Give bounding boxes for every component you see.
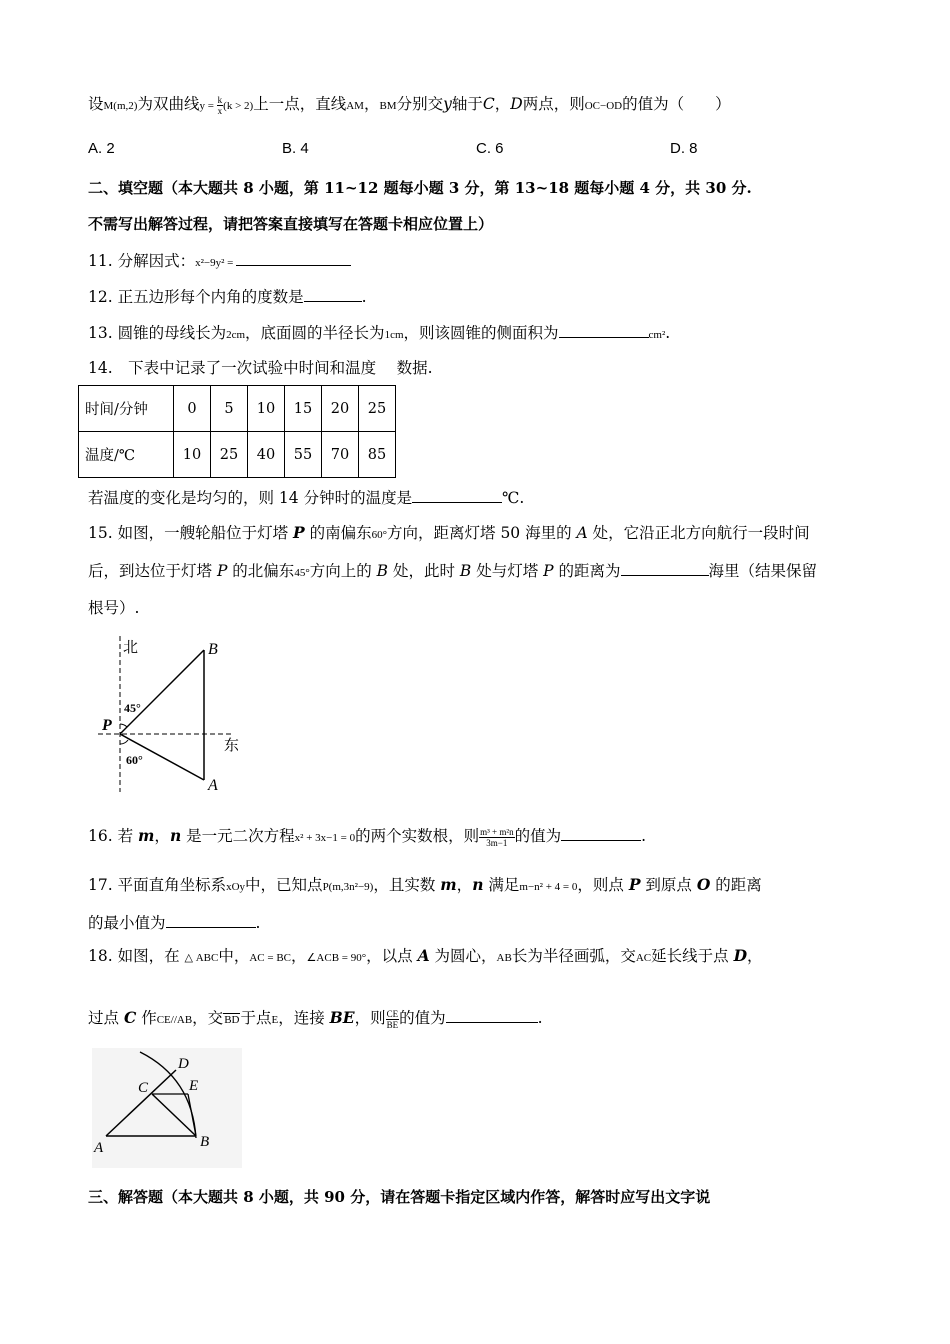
section2-heading-line1: 二、填空题（本大题共 8 小题，第 11~12 题每小题 3 分，第 13~18 题每小题 4 分，共 30 分. (88, 179, 752, 197)
answer-blank[interactable] (412, 488, 502, 503)
label-c: C (138, 1080, 149, 1096)
q10-stem: 设M(m,2)为双曲线y = $\frac{k}{x}$ (k > 2)上一点，直线AM，BM分别交y轴于C，D两点，则OC−OD的值为（ ） (88, 94, 731, 116)
label-b: B (200, 1134, 210, 1150)
table-cell: 0 (174, 386, 211, 432)
expr-oc-od: OC−OD (584, 100, 623, 112)
q17-line1: 17. 平面直角坐标系xOy中，已知点P(m,3n²−9)，且实数 m，n 满足m−n² + 4 = 0，则点 P 到原点 O 的距离 (88, 875, 762, 894)
table-header-time: 时间/分钟 (79, 386, 174, 432)
q18-fraction: $\frac{CE}{BE}$ (386, 1008, 399, 1030)
angle-45-arc (120, 724, 127, 727)
table-cell: 15 (285, 386, 322, 432)
q17-line2: 的最小值为 . (88, 914, 261, 932)
answer-blank[interactable] (559, 323, 649, 338)
table-cell: 70 (322, 432, 359, 478)
answer-blank[interactable] (166, 913, 256, 928)
label-a: A (94, 1140, 104, 1156)
table-cell: 10 (174, 432, 211, 478)
option-d: D. 8 (670, 140, 698, 157)
q16: 16. 若 m，n 是一元二次方程x² + 3x−1 = 0的两个实数根，则 $\frac{\text{m³ + m²n}}{3m-1}$ 的值为 . (88, 826, 647, 848)
table-cell: 10 (248, 386, 285, 432)
answer-blank[interactable] (236, 251, 351, 266)
arc-triangle-diagram (92, 1048, 242, 1168)
section2-heading-line2: 不需写出解答过程，请把答案直接填写在答题卡相应位置上） (88, 215, 494, 233)
q15-line1: 15. 如图，一艘轮船位于灯塔 P 的南偏东60°方向，距离灯塔 50 海里的 A 处，它沿正北方向航行一段时间 (88, 523, 810, 542)
label-p: P (102, 717, 112, 734)
label-a: A (208, 777, 218, 794)
table-row (79, 386, 396, 432)
q13: 13. 圆锥的母线长为2cm，底面圆的半径长为1cm，则该圆锥的侧面积为 cm². (88, 324, 671, 342)
q16-fraction: $\frac{\text{m³ + m²n}}{3m-1}$ (480, 826, 514, 848)
table-cell: 5 (211, 386, 248, 432)
q11: 11. 分解因式：x²−9y² = (88, 249, 351, 271)
angle-60-arc (120, 740, 128, 744)
point-m: M(m,2) (103, 100, 138, 112)
table-cell: 85 (359, 432, 396, 478)
label-d: D (178, 1056, 189, 1072)
q18-line2: 过点 C 作CE//AB，交 BD 于点E，连接 BE，则 $\frac{CE}{BE}$ 的值为 . (88, 1008, 543, 1030)
table-cell: 25 (359, 386, 396, 432)
lighthouse-diagram (92, 630, 262, 800)
answer-blank[interactable] (561, 826, 641, 841)
data-table (78, 385, 396, 478)
option-c: C. 6 (476, 140, 504, 157)
section3-heading: 三、解答题（本大题共 8 小题，共 90 分，请在答题卡指定区域内作答，解答时应写出文字说 (88, 1188, 711, 1206)
label-e: E (189, 1078, 199, 1094)
option-b: B. 4 (282, 140, 309, 157)
curve-fraction: $\frac{k}{x}$ (217, 94, 223, 116)
q15-line2: 后，到达位于灯塔 P 的北偏东45°方向上的 B 处，此时 B 处与灯塔 P 的距离为 海里（结果保留 (88, 562, 818, 580)
option-a: A. 2 (88, 140, 115, 157)
arc-bd: BD (224, 1014, 240, 1026)
table-row (79, 432, 396, 478)
label-60: 60° (126, 753, 143, 767)
table-header-temp: 温度/℃ (79, 432, 174, 478)
answer-blank[interactable] (304, 287, 362, 302)
table-cell: 40 (248, 432, 285, 478)
q14: 14. 下表中记录了一次试验中时间和温度 数据. (88, 359, 433, 377)
label-b: B (208, 641, 218, 658)
answer-blank[interactable] (446, 1008, 538, 1023)
table-cell: 20 (322, 386, 359, 432)
table-cell: 25 (211, 432, 248, 478)
label-east: 东 (224, 738, 240, 754)
table-cell: 55 (285, 432, 322, 478)
answer-blank[interactable] (621, 561, 709, 576)
q15-line3: 根号）. (88, 599, 140, 617)
q12: 12. 正五边形每个内角的度数是 . (88, 288, 367, 306)
label-north: 北 (123, 640, 139, 656)
q14-follow: 若温度的变化是均匀的，则 14 分钟时的温度是 ℃. (88, 489, 525, 507)
label-45: 45° (124, 701, 141, 715)
curve-condition: (k > 2) (223, 100, 254, 112)
q18-line1: 18. 如图，在 △ ABC中，AC = BC，∠ACB = 90°，以点 A 为圆心，AB长为半径画弧，交AC延长线于点 D， (88, 946, 763, 965)
segment-pb (120, 650, 204, 734)
curve-lhs: y = (199, 100, 217, 112)
